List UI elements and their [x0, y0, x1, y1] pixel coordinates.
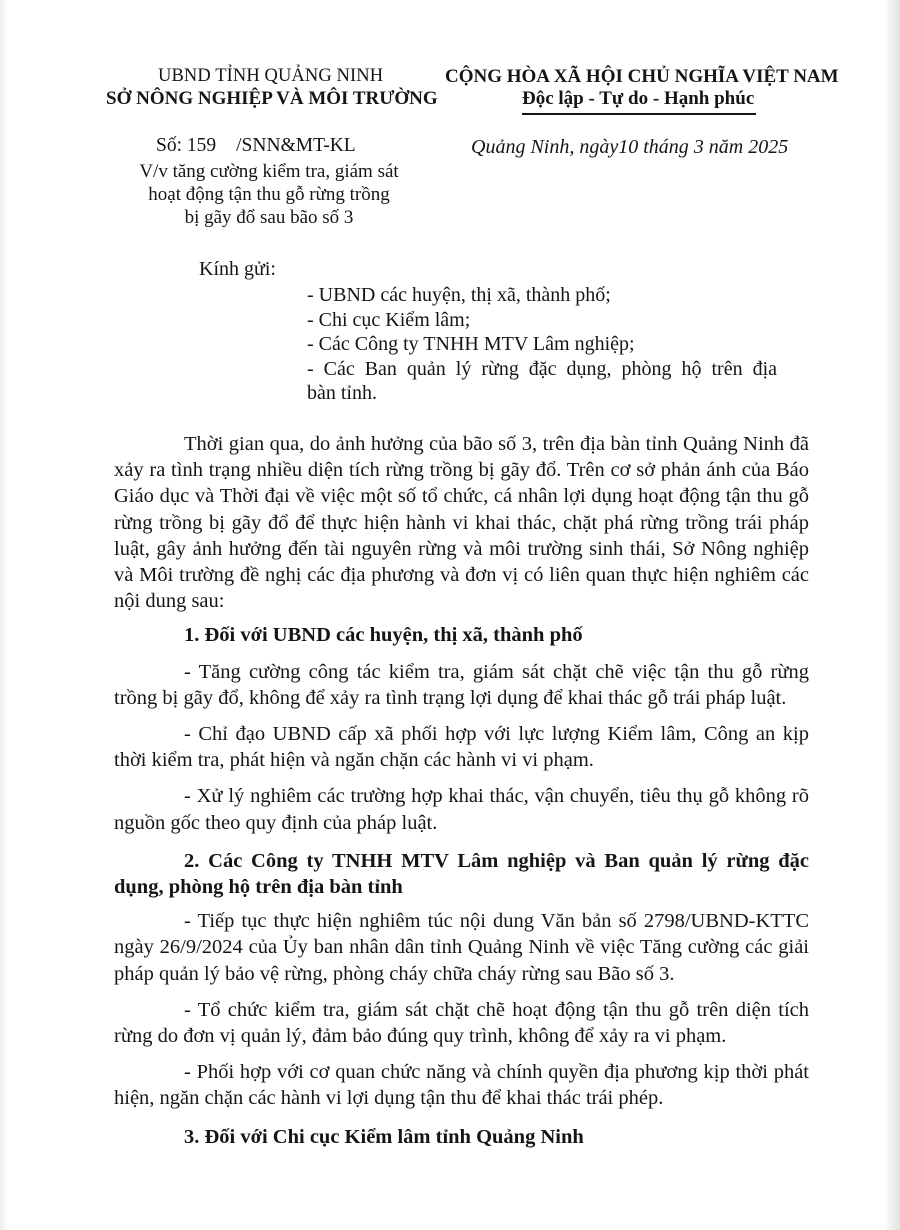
section-1-item: - Chỉ đạo UBND cấp xã phối hợp với lực lượng Kiểm lâm, Công an kịp thời kiểm tra, phát hiện và ngăn chặn các hành vi vi phạm. [114, 723, 809, 772]
recipient-item: - Chi cục Kiểm lâm; [307, 308, 471, 331]
section-1-item: - Xử lý nghiêm các trường hợp khai thác, vận chuyển, tiêu thụ gỗ không rõ nguồn gốc theo quy định của pháp luật. [114, 785, 809, 834]
section-2-item: - Tổ chức kiểm tra, giám sát chặt chẽ hoạt động tận thu gỗ trên diện tích rừng do đơn vị quản lý, đảm bảo đúng quy trình, không để xảy ra vi phạm. [114, 998, 809, 1048]
place-date: Quảng Ninh, ngày10 tháng 3 năm 2025 [471, 136, 789, 158]
nation-motto: Độc lập - Tự do - Hạnh phúc [522, 88, 755, 109]
motto-underline [522, 113, 756, 115]
section-heading-1: 1. Đối với UBND các huyện, thị xã, thành phố [184, 624, 583, 647]
section-2-item: - Tiếp tục thực hiện nghiêm túc nội dung Văn bản số 2798/UBND-KTTC ngày 26/9/2024 của Ủy ban nhân dân tỉnh Quảng Ninh về việc Tăng cường các giải pháp quản lý bảo vệ rừng, phòng cháy chữa cháy rừng sau Bão số 3. [114, 910, 809, 985]
recipient-item: - UBND các huyện, thị xã, thành phố; [307, 284, 611, 306]
section-2-item: - Phối hợp với cơ quan chức năng và chính quyền địa phương kịp thời phát hiện, ngăn chặn các hành vi lợi dụng tận thu để khai thác trái phép. [114, 1061, 809, 1110]
subject [114, 160, 424, 229]
document-body [114, 431, 809, 1150]
document-number-suffix: /SNN&MT-KL [236, 135, 356, 156]
section-heading-3: 3. Đối với Chi cục Kiểm lâm tỉnh Quảng Ninh [184, 1125, 584, 1148]
agency-name: SỞ NÔNG NGHIỆP VÀ MÔI TRƯỜNG [106, 88, 438, 109]
recipient-item-continued: bàn tỉnh. [307, 382, 377, 404]
recipient-item: - Các Ban quản lý rừng đặc dụng, phòng hộ trên địa [307, 357, 777, 380]
subject-line: V/v tăng cường kiểm tra, giám sát [139, 161, 399, 182]
nation-name: CỘNG HÒA XÃ HỘI CHỦ NGHĨA VIỆT NAM [445, 66, 839, 87]
subject-line: hoạt động tận thu gỗ rừng trồng [148, 184, 390, 205]
document-number [156, 135, 356, 157]
salutation-label: Kính gửi: [199, 258, 276, 280]
page-edge-right [884, 0, 900, 1230]
intro-paragraph: Thời gian qua, do ảnh hưởng của bão số 3, trên địa bàn tỉnh Quảng Ninh đã xảy ra tình trạng nhiều diện tích rừng trồng bị gãy đổ. Trên cơ sở phản ánh của Báo Giáo dục và Thời đại về việc một số tổ chức, cá nhân lợi dụng hoạt động tận thu gỗ rừng trồng bị gãy đổ để thực hiện hành vi khai thác, chặt phá rừng trồng trái pháp luật, gây ảnh hưởng đến tài nguyên rừng và môi trường sinh thái, Sở Nông nghiệp và Môi trường đề nghị các địa phương và đơn vị có liên quan thực hiện nghiêm các nội dung sau: [114, 433, 809, 613]
agency-parent: UBND TỈNH QUẢNG NINH [158, 66, 384, 86]
page-edge-left [0, 0, 8, 1230]
recipient-item: - Các Công ty TNHH MTV Lâm nghiệp; [307, 333, 635, 355]
document-number-prefix: Số: 159 [156, 135, 217, 156]
subject-line: bị gãy đổ sau bão số 3 [184, 207, 354, 228]
section-1-item: - Tăng cường công tác kiểm tra, giám sát chặt chẽ việc tận thu gỗ rừng trồng bị gãy đổ, không để xảy ra tình trạng lợi dụng để khai thác gỗ trái pháp luật. [114, 660, 809, 709]
section-heading-2: 2. Các Công ty TNHH MTV Lâm nghiệp và Ban quản lý rừng đặc dụng, phòng hộ trên địa bàn tỉnh [114, 849, 809, 899]
recipient-list [307, 283, 777, 406]
